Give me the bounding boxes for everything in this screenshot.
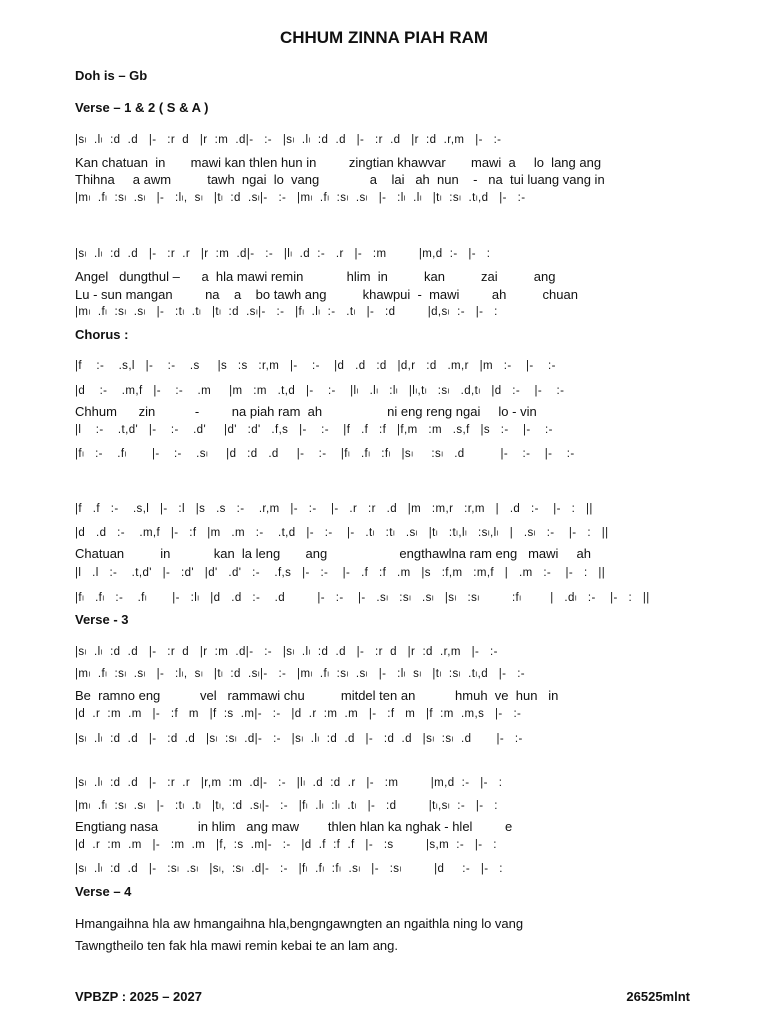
key-signature: Doh is – Gb [75, 68, 148, 83]
lyric-line: Angel dungthul – a hla mawi remin hlim in kan zai ang [75, 269, 556, 284]
solfa-line: |f :- .s,l |- :- .s |s :s :r,m |- :- |d .d :d |d,r :d .m,r |m :- |- :- [75, 360, 556, 372]
solfa-line: |sₗ .lₗ :d .d |- :d .d |sₗ :sₗ .d|- :- |sₗ .lₗ :d .d |- :d .d |sₗ :sₗ .d |- :- [75, 733, 523, 745]
solfa-line: |fₗ :- .fₗ |- :- .sₗ |d :d .d |- :- |fₗ .fₗ :fₗ |sₗ :sₗ .d |- :- |- :- [75, 448, 575, 460]
solfa-line: |l .l :- .t,d' |- :d' |d' .d' :- .f,s |- :- |- .f :f .m |s :f,m :m,f | .m :- |- : || [75, 567, 606, 579]
lyric-line: Chhum zin - na piah ram ah ni eng reng ngai lo - vin [75, 404, 537, 419]
page-title: CHHUM ZINNA PIAH RAM [279, 28, 489, 47]
footer-right: 26525mlnt [626, 989, 690, 1004]
verse4-line: Hmangaihna hla aw hmangaihna hla,bengngawngten an ngaithla ning lo vang [75, 916, 524, 931]
solfa-line: |d .d :- .m,f |- :f |m .m :- .t,d |- :- |- .tₗ :tₗ .sₗ |tₗ :tₗ,lₗ :sₗ,lₗ | .sₗ :- |- : || [75, 527, 609, 539]
solfa-line: |sₗ .lₗ :d .d |- :r .r |r :m .d|- :- |lₗ .d :- .r |- :m |m,d :- |- : [75, 248, 491, 260]
solfa-line: |mₗ .fₗ :sₗ .sₗ |- :tₗ .tₗ |tₗ, :d .sₗ|- :- |fₗ .lₗ :lₗ .tₗ |- :d |tₗ,sₗ :- |- : [75, 800, 498, 812]
lyric-line: Engtiang nasa in hlim ang maw thlen hlan ka nghak - hlel e [75, 819, 513, 834]
verse4-heading: Verse – 4 [75, 884, 132, 899]
lyric-line: Lu - sun mangan na a bo tawh ang khawpui - mawi ah chuan [75, 287, 578, 302]
solfa-line: |fₗ .fₗ :- .fₗ |- :lₗ |d .d :- .d |- :- |- .sₗ :sₗ .sₗ |sₗ :sₗ :fₗ | .dₗ :- |- : || [75, 592, 650, 604]
solfa-line: |sₗ .lₗ :d .d |- :sₗ .sₗ |sₗ, :sₗ .d|- :- |fₗ .fₗ :fₗ .sₗ |- :sₗ |d :- |- : [75, 863, 503, 875]
solfa-line: |l :- .t,d' |- :- .d' |d' :d' .f,s |- :- |f .f :f |f,m :m .s,f |s :- |- :- [75, 424, 553, 436]
solfa-line: |f .f :- .s,l |- :l |s .s :- .r,m |- :- |- .r :r .d |m :m,r :r,m | .d :- |- : || [75, 503, 593, 515]
lyric-line: Kan chatuan in mawi kan thlen hun in zingtian khawvar mawi a lo lang ang [75, 155, 602, 170]
lyric-line: Chatuan in kan la leng ang engthawlna ram eng mawi ah [75, 546, 591, 561]
verse3-heading: Verse - 3 [75, 612, 129, 627]
solfa-line: |sₗ .lₗ :d .d |- :r d |r :m .d|- :- |sₗ .lₗ :d .d |- :r d |r :d .r,m |- :- [75, 646, 498, 658]
footer-left: VPBZP : 2025 – 2027 [75, 989, 202, 1004]
solfa-line: |sₗ .lₗ :d .d |- :r .r |r,m :m .d|- :- |lₗ .d :d .r |- :m |m,d :- |- : [75, 777, 503, 789]
lyric-line: Be ramno eng vel rammawi chu mitdel ten an hmuh ve hun in [75, 688, 559, 703]
solfa-line: |sₗ .lₗ :d .d |- :r d |r :m .d|- :- |sₗ .lₗ :d .d |- :r .d |r :d .r,m |- :- [75, 134, 502, 146]
lyric-line: Thihna a awm tawh ngai lo vang a lai ah nun - na tui luang vang in [75, 172, 605, 187]
solfa-line: |d :- .m,f |- :- .m |m :m .t,d |- :- |lₗ .lₗ :lₗ |lₗ,tₗ :sₗ .d,tₗ |d :- |- :- [75, 385, 565, 397]
verse4-line: Tawngtheilo ten fak hla mawi remin kebai te an lam ang. [75, 938, 399, 953]
solfa-line: |d .r :m .m |- :f m |f :s .m|- :- |d .r :m .m |- :f m |f :m .m,s |- :- [75, 708, 522, 720]
solfa-line: |mₗ .fₗ :sₗ .sₗ |- :tₗ .tₗ |tₗ :d .sₗ|- :- |fₗ .lₗ :- .tₗ |- :d |d,sₗ :- |- : [75, 306, 498, 318]
chorus-heading: Chorus : [75, 327, 129, 342]
solfa-line: |mₗ .fₗ :sₗ .sₗ |- :lₗ, sₗ |tₗ :d .sₗ|- :- |mₗ .fₗ :sₗ .sₗ |- :lₗ .lₗ |tₗ :sₗ .tₗ,d |- :- [75, 192, 526, 204]
solfa-line: |mₗ .fₗ :sₗ .sₗ |- :lₗ, sₗ |tₗ :d .sₗ|- :- |mₗ .fₗ :sₗ .sₗ |- :lₗ sₗ |tₗ :sₗ .tₗ,d |- :- [75, 668, 526, 680]
verse12-heading: Verse – 1 & 2 ( S & A ) [75, 100, 209, 115]
solfa-line: |d .r :m .m |- :m .m |f, :s .m|- :- |d .f :f .f |- :s |s,m :- |- : [75, 839, 497, 851]
